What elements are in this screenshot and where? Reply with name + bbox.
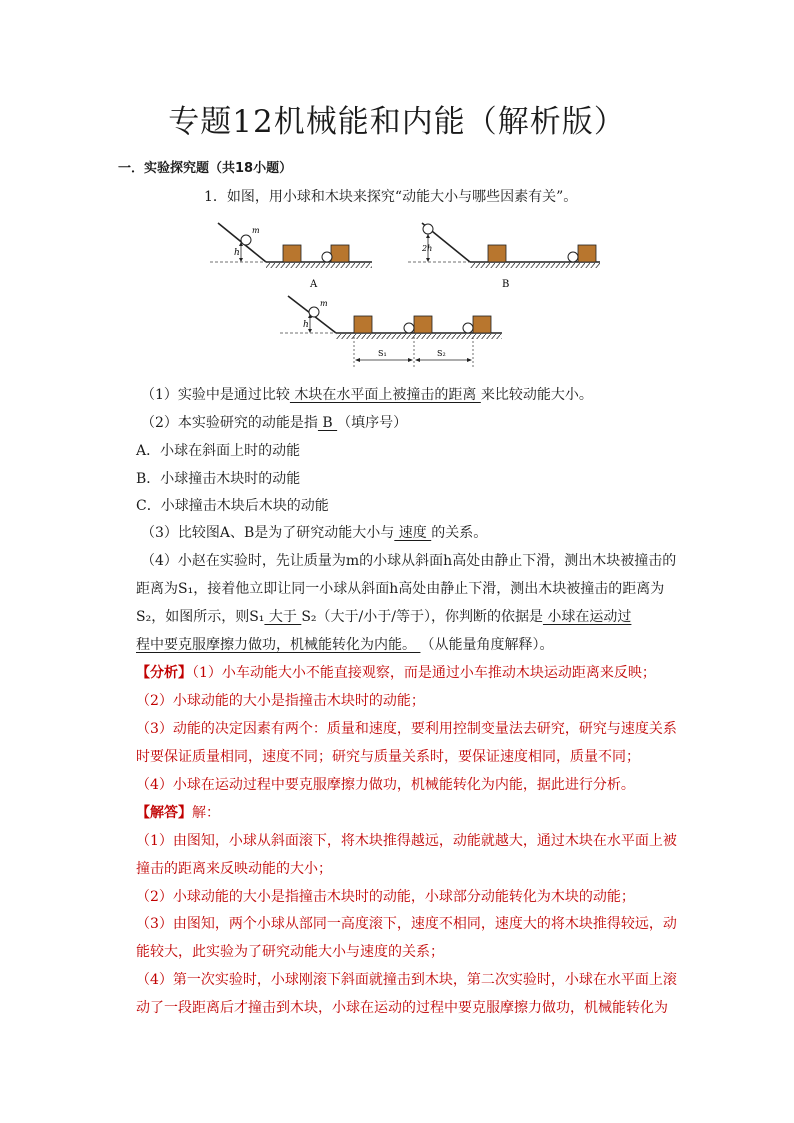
analysis-line3: （3）动能的决定因素有两个：质量和速度，要利用控制变量法去研究，研究与速度关系 — [136, 721, 677, 737]
question-part-4-line4: 程中要克服摩擦力做功，机械能转化为内能。 （从能量角度解释）。 — [136, 637, 554, 653]
mass-label-c: m — [320, 299, 328, 308]
height-label-c: h — [303, 320, 309, 330]
answer-line7: 动了一段距离后才撞击到木块，小球在运动的过程中要克服摩擦力做功，机械能转化为 — [136, 1000, 668, 1016]
option-b: B．小球撞击木块时的动能 — [136, 471, 301, 487]
answer-line5: 能较大，此实验为了研究动能大小与速度的关系； — [136, 944, 444, 960]
answer-line4: （3）由图知，两个小球从部同一高度滚下，速度不相同，速度大的将木块推得较远，动 — [136, 916, 677, 932]
question-part-4-line3: S₂，如图所示，则S₁ 大于 S₂（大于/小于/等于），你判断的依据是 小球在运动过 — [136, 609, 632, 625]
answer-blank-1: 木块在水平面上被撞击的距离 — [289, 387, 481, 403]
question-stem: 1．如图，用小球和木块来探究“动能大小与哪些因素有关”。 — [204, 189, 578, 205]
analysis-line5: （4）小球在运动过程中要克服摩擦力做功，机械能转化为内能，据此进行分析。 — [136, 777, 635, 793]
question-part-1: （1）实验中是通过比较 木块在水平面上被撞击的距离 来比较动能大小。 — [141, 387, 593, 403]
analysis-line2: （2）小球动能的大小是指撞击木块时的动能； — [136, 693, 425, 709]
section-heading: 一．实验探究题（共18小题） — [118, 161, 293, 176]
wood-block-a1 — [283, 245, 301, 262]
answer-line1: （1）由图知，小球从斜面滚下，将木块推得越远，动能就越大，通过木块在水平面上被 — [136, 833, 677, 849]
ball-c2 — [404, 323, 414, 333]
height-label-a: h — [234, 248, 240, 258]
answer-heading: 【解答】解： — [136, 805, 220, 821]
page-title: 专题12机械能和内能（解析版） — [168, 104, 626, 140]
distance-label-s1: S₁ — [378, 349, 387, 358]
answer-blank-3: 速度 — [394, 525, 432, 541]
wood-block-a2 — [331, 245, 349, 262]
label-a: A — [310, 279, 318, 290]
ball-a2 — [322, 252, 332, 262]
analysis-line1: 【分析】（1）小车动能大小不能直接观察，而是通过小车推动木块运动距离来反映； — [136, 665, 656, 681]
label-b: B — [502, 279, 510, 290]
ball-b2 — [568, 252, 578, 262]
question-part-4-line1: （4）小赵在实验时，先让质量为m的小球从斜面h高处由静止下滑，测出木块被撞击的 — [141, 553, 677, 569]
question-part-2: （2）本实验研究的动能是指 B （填序号） — [141, 415, 408, 431]
answer-tag: 【解答】 — [136, 805, 192, 821]
wood-block-c2 — [414, 316, 432, 333]
ball-a — [241, 235, 251, 245]
answer-blank-4a: 大于 — [264, 609, 302, 625]
answer-line2: 撞击的距离来反映动能的大小； — [136, 861, 332, 877]
ball-b — [423, 224, 433, 234]
answer-line6: （4）第一次实验时，小球刚滚下斜面就撞击到木块，第二次实验时，小球在水平面上滚 — [136, 972, 677, 988]
answer-blank-4b: 小球在运动过 — [542, 609, 632, 625]
experiment-figure — [200, 215, 610, 375]
analysis-tag: 【分析】 — [136, 665, 192, 681]
analysis-line4: 时要保证质量相同，速度不同；研究与质量关系时，要保证速度相同，质量不同； — [136, 749, 640, 765]
option-c: C．小球撞击木块后木块的动能 — [136, 498, 329, 514]
ball-c3 — [463, 323, 473, 333]
diagram-c — [280, 296, 502, 367]
wood-block-b1 — [488, 245, 506, 262]
wood-block-c1 — [354, 316, 372, 333]
distance-label-s2: S₂ — [437, 349, 446, 358]
diagram-b — [408, 223, 600, 290]
mass-label-a: m — [252, 226, 260, 235]
diagram-a — [210, 223, 372, 290]
question-part-3: （3）比较图A、B是为了研究动能大小与 速度 的关系。 — [141, 525, 488, 541]
wood-block-b2 — [578, 245, 596, 262]
answer-blank-2: B — [317, 415, 338, 431]
question-part-4-line2: 距离为S₁，接着他立即让同一小球从斜面h高处由静止下滑，测出木块被撞击的距离为 — [136, 581, 665, 597]
answer-line3: （2）小球动能的大小是指撞击木块时的动能，小球部分动能转化为木块的动能； — [136, 889, 635, 905]
height-label-b: 2h — [422, 244, 433, 253]
option-a: A．小球在斜面上时的动能 — [136, 443, 301, 459]
wood-block-c3 — [473, 316, 491, 333]
